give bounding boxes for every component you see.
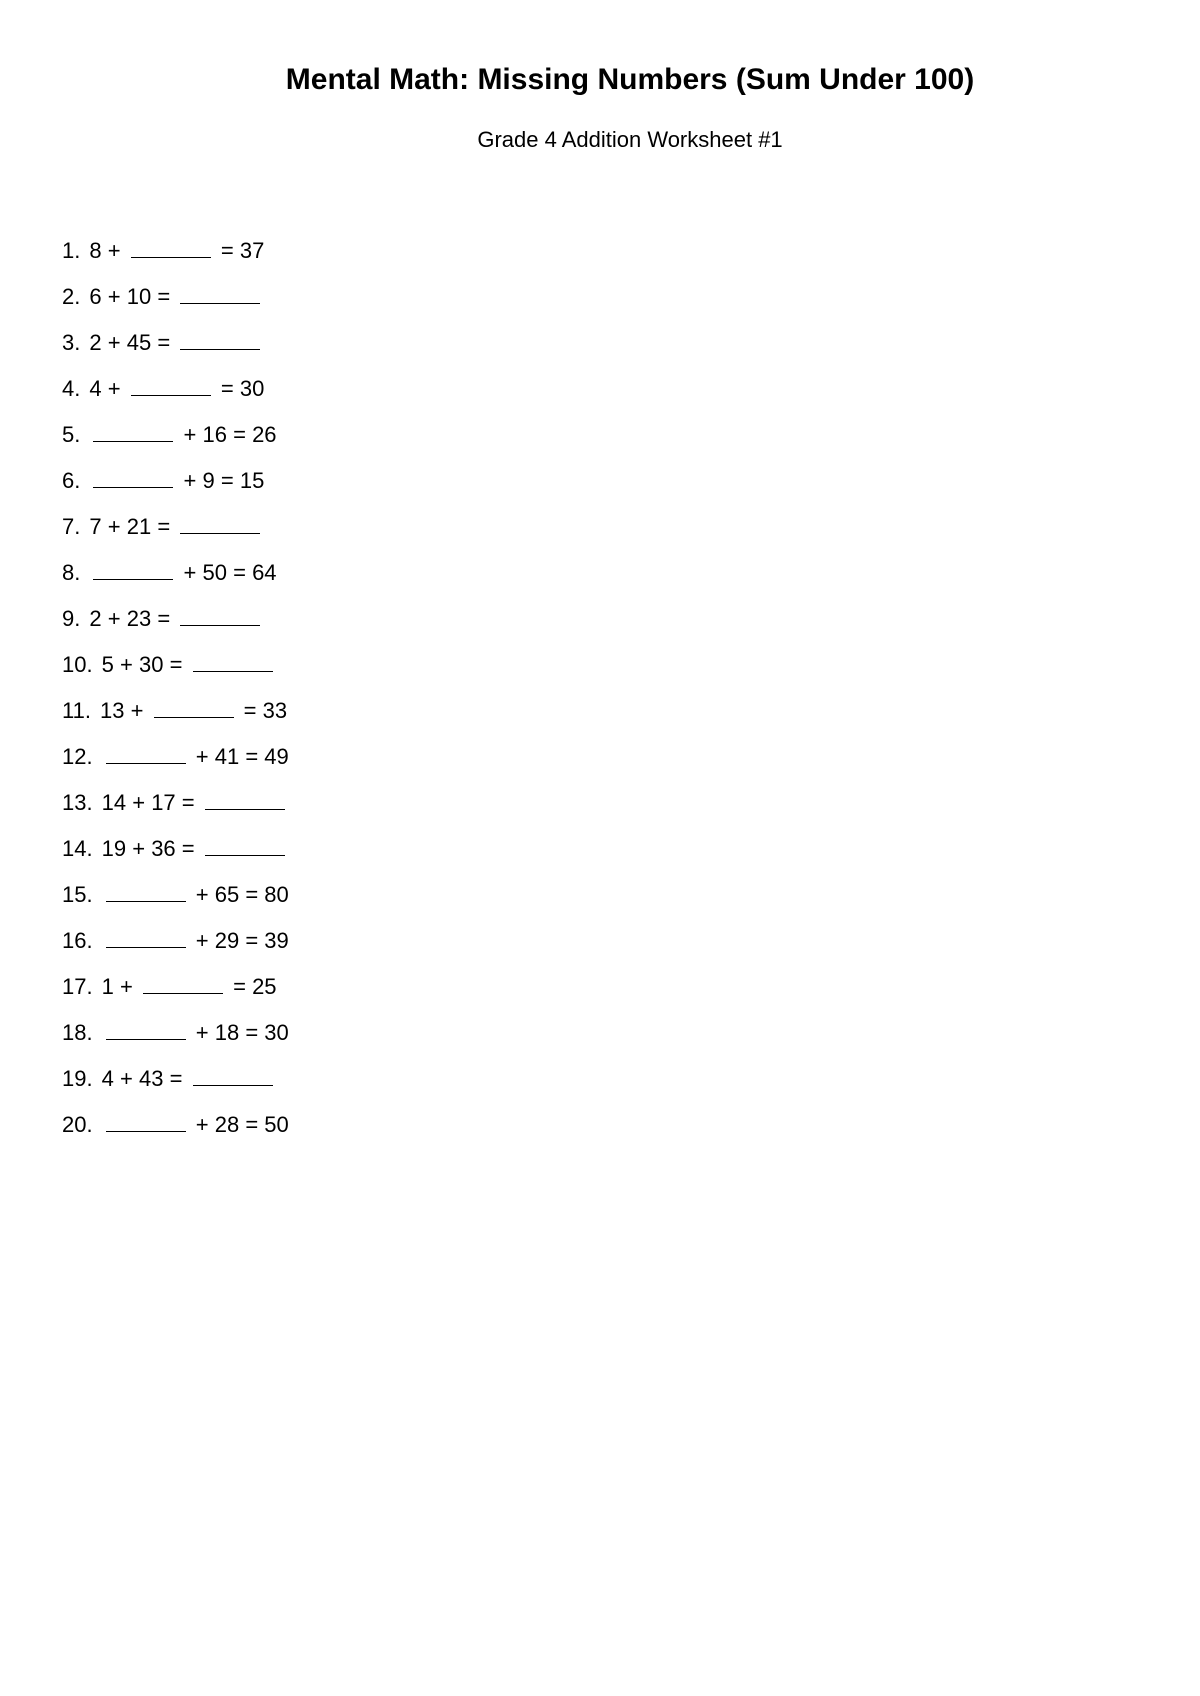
operator: + [119,652,133,677]
problem-equation [102,1020,289,1045]
problem-number: 15. [62,882,93,907]
operator: + [119,974,133,999]
operand: 17 [151,790,176,815]
operator: + [107,330,121,355]
problem-number: 8. [62,560,81,585]
operand: 2 [89,606,102,631]
problem-item [62,836,289,882]
operand: 1 [101,974,114,999]
operator: = [245,1112,259,1137]
problem-item [62,560,289,606]
operand: 16 [202,422,227,447]
operand: 64 [252,560,277,585]
operator: + [183,422,197,447]
operator: = [220,238,234,263]
operand: 23 [126,606,152,631]
operand: 29 [214,928,240,953]
problem-item [62,698,289,744]
answer-blank[interactable] [180,515,260,534]
operand: 80 [264,882,289,907]
problem-item [62,422,289,468]
operand: 50 [264,1112,289,1137]
operator: + [183,468,197,493]
operator: = [233,974,246,999]
answer-blank[interactable] [93,423,173,442]
operand: 30 [264,1020,289,1045]
operand: 45 [126,330,152,355]
operator: + [195,1112,209,1137]
operator: = [243,698,257,723]
problem-equation [89,284,264,309]
problem-equation [102,1066,277,1091]
operand: 21 [126,514,152,539]
operand: 10 [126,284,152,309]
operand: 4 [89,376,102,401]
operand: 13 [99,698,125,723]
problem-item [62,468,289,514]
problem-number: 12. [62,744,93,769]
problem-item [62,882,289,928]
operator: + [195,928,209,953]
problem-number: 3. [62,330,81,355]
operator: = [220,376,234,401]
operand: 5 [101,652,114,677]
problem-number: 19. [62,1066,93,1091]
operand: 65 [214,882,240,907]
operator: = [245,928,259,953]
answer-blank[interactable] [106,745,186,764]
problem-equation [102,652,277,677]
answer-blank[interactable] [205,791,285,810]
page-subtitle: Grade 4 Addition Worksheet #1 [477,127,783,152]
operand: 7 [89,514,102,539]
operator: = [157,606,171,631]
operand: 19 [101,836,127,861]
operand: 39 [264,928,289,953]
answer-blank[interactable] [143,975,223,994]
operand: 18 [214,1020,240,1045]
operand: 4 [101,1066,114,1091]
problem-number: 17. [62,974,93,999]
operand: 6 [89,284,102,309]
problem-number: 9. [62,606,81,631]
answer-blank[interactable] [93,469,173,488]
answer-blank[interactable] [106,883,186,902]
operator: = [157,330,171,355]
problem-item [62,606,289,652]
problem-equation [89,238,264,263]
operand: 14 [101,790,127,815]
page-title: Mental Math: Missing Numbers (Sum Under 100) [285,63,975,96]
problem-equation [102,882,289,907]
problem-number: 11. [62,698,91,723]
problem-equation [102,974,277,999]
problem-number: 4. [62,376,81,401]
operator: = [181,790,195,815]
problem-item [62,376,289,422]
problem-equation [102,1112,289,1137]
answer-blank[interactable] [154,699,234,718]
problem-number: 10. [62,652,93,677]
problem-equation [102,790,289,815]
operand: 49 [264,744,289,769]
operand: 30 [138,652,164,677]
problem-equation [100,698,287,723]
answer-blank[interactable] [193,1067,273,1086]
operator: + [132,836,146,861]
answer-blank[interactable] [205,837,285,856]
operator: = [233,422,246,447]
operand: 41 [214,744,240,769]
operator: + [132,790,146,815]
operand: 15 [239,468,265,493]
operator: + [107,376,121,401]
problem-equation [89,376,264,401]
problem-number: 16. [62,928,93,953]
problem-number: 18. [62,1020,93,1045]
problem-number: 1. [62,238,81,263]
operator: + [130,698,144,723]
problem-item [62,928,289,974]
operator: + [195,1020,209,1045]
operator: + [107,606,121,631]
problem-item [62,744,289,790]
operator: + [119,1066,133,1091]
operand: 9 [202,468,215,493]
problem-equation [89,606,264,631]
problem-number: 20. [62,1112,93,1137]
problem-number: 14. [62,836,93,861]
problem-number: 6. [62,468,81,493]
operator: + [195,882,209,907]
operator: + [107,238,121,263]
operand: 26 [252,422,277,447]
answer-blank[interactable] [106,1021,186,1040]
problem-equation [89,422,276,447]
problem-equation [102,836,289,861]
problem-item [62,652,289,698]
problem-equation [89,468,264,493]
problem-item [62,238,289,284]
answer-blank[interactable] [131,239,211,258]
answer-blank[interactable] [180,607,260,626]
problem-list [62,238,289,1158]
operator: = [245,744,259,769]
operand: 43 [138,1066,164,1091]
problem-equation [89,330,264,355]
operand: 33 [262,698,288,723]
operator: = [157,514,171,539]
operator: = [245,1020,259,1045]
operator: + [195,744,209,769]
operator: = [245,882,259,907]
operand: 30 [239,376,265,401]
problem-item [62,790,289,836]
operator: = [233,560,246,585]
problem-item [62,284,289,330]
problem-number: 5. [62,422,81,447]
answer-blank[interactable] [180,285,260,304]
problem-equation [102,744,289,769]
problem-number: 7. [62,514,81,539]
operator: = [157,284,171,309]
operator: = [169,652,183,677]
operator: + [107,284,121,309]
problem-item [62,974,289,1020]
problem-item [62,330,289,376]
problem-item [62,1112,289,1158]
answer-blank[interactable] [131,377,211,396]
problem-equation [89,560,276,585]
problem-item [62,1066,289,1112]
operator: = [220,468,234,493]
operand: 50 [202,560,227,585]
answer-blank[interactable] [106,929,186,948]
operator: = [169,1066,183,1091]
operand: 37 [239,238,265,263]
answer-blank[interactable] [106,1113,186,1132]
answer-blank[interactable] [93,561,173,580]
operator: + [107,514,121,539]
operand: 25 [252,974,277,999]
operator: + [183,560,197,585]
problem-number: 13. [62,790,93,815]
answer-blank[interactable] [193,653,273,672]
operand: 8 [89,238,102,263]
problem-equation [102,928,289,953]
operand: 2 [89,330,102,355]
problem-number: 2. [62,284,81,309]
problem-equation [89,514,264,539]
operand: 36 [151,836,176,861]
problem-item [62,1020,289,1066]
operator: = [181,836,195,861]
operand: 28 [214,1112,240,1137]
problem-item [62,514,289,560]
answer-blank[interactable] [180,331,260,350]
